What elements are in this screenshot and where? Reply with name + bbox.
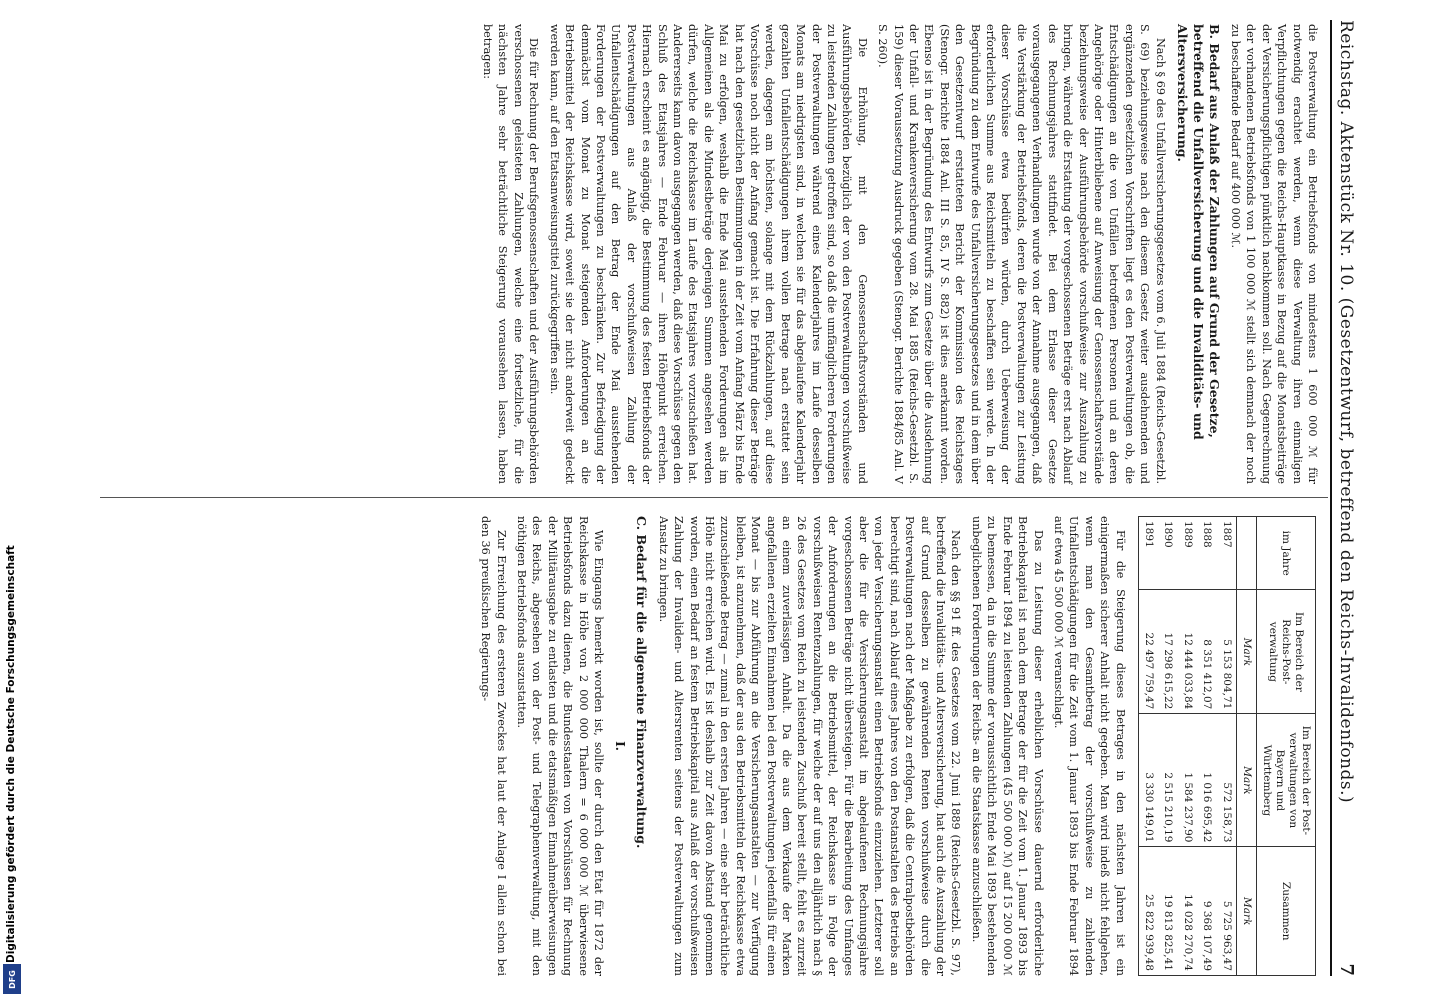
table-header: im Jahre — [1257, 517, 1316, 590]
table-cell: 1888 — [1197, 517, 1216, 590]
left-paragraph: Die Erhöhung, mit den Genossenschaftsvorständen und Ausführungsbehörden bezüglich der von den Postverwaltungen vorschußweise zu leistenden Zahlungen getroffen sind, so daß die umfänglicheren Forderungen der Postverwaltungen während eines Kalenderjahres im Laufe desselben Monats am niedrigsten sind, in welchen sie für das abgelaufene Kalenderjahr gezahlten Unfallentschädigungen ihrem vollen Betrage nach erstattet sein werden, dagegen am höchsten, solange mit dem Rückzahlungen, auf diese Vorschüsse noch nicht der Anfang gemacht ist. Die Erfahrung dieser Beträge hat nach den gesetzlichen Bestimmungen in der Zeit vom Anfang März bis Ende Mai zu erfolgen, weshalb die Ende Mai ausstehenden Forderungen als im Allgemeinen als die Mindestbeträge derjenigen Summen angesehen werden dürfen, welche die Reichskasse im Laufe des Etatsjahres vorzuschießen hat. Andererseits kann davon ausgegangen werden, daß diese Vorschüsse gegen den Schluß des Etatsjahres — Ende Februar — ihren Höhepunkt erreichen. Hiernach erscheint es angängig, die Bestimmung des festen Betriebsfonds der Postverwaltungen aus Anlaß der vorschußweisen Zahlung der Unfallentschädigungen auf den Betrag der Ende Mai ausstehenden Forderungen der Postverwaltungen zu beschränken. Zur Befriedigung der demnächst vom Monat zu Monat steigenden Anforderungen an die Betriebsmittel der Reichskasse wird, soweit sie der nicht anderweit gedeckt werden kann, auf den Etatsanweisungstitel zurückgegriffen sein. — [547, 24, 869, 484]
page-number: 7 — [1336, 963, 1357, 976]
table-cell: 19 813 825,41 — [1158, 847, 1177, 976]
table-cell: 22 497 759,47 — [1138, 590, 1158, 714]
right-paragraph: Das zu Leistung dieser erheblichen Vorschüsse dauernd erforderliche Betriebskapital ist nach dem Betrage der für die Zeit vom 1. Januar 1893 bis Ende Februar 1894 zu leistenden Zahlungen (45 500 000 ℳ) auf 15 200 000 ℳ zu bemessen, da in die Summe der voraussichtlich Ende Mai 1893 bestehenden unbeglichenen Forderungen der Reichs- an die Staatskasse anzuschließen. — [969, 516, 1045, 976]
table-row — [1138, 517, 1158, 976]
table-cell: 5 153 804,71 — [1216, 590, 1236, 714]
header-rule — [1330, 20, 1332, 976]
table-cell: 17 298 615,22 — [1158, 590, 1177, 714]
table-cell: 1890 — [1158, 517, 1177, 590]
table-cell: 5 725 963,47 — [1216, 847, 1236, 976]
digitization-sidebar — [2, 100, 24, 980]
table-cell: 1 584 237,90 — [1177, 714, 1196, 847]
table-cell: 1889 — [1177, 517, 1196, 590]
table-header: Im Bereich der Post- verwaltungen von Bayern und Württemberg — [1257, 714, 1316, 847]
left-paragraph: Nach § 69 des Unfallversicherungsgesetzes vom 6. Juli 1884 (Reichs-Gesetzbl. S. 69) beziehungsweise nach den diesem Gesetz weiter ausdehnenden und ergänzenden gesetzlichen Vorschriften liegt es den Postverwaltungen ob, die Entschädigungen an die von Unfällen betroffenen Personen und an deren Angehörige oder Hinterbliebene auf Anweisung der Genossenschaftsvorstände beziehungsweise der Ausführungsbehörde vorschußweise zur Auszahlung zu bringen, während die Erstattung der vorgeschossenen Beträge erst nach Ablauf des Rechnungsjahres stattfindet. Bei dem Erlasse dieser Gesetze vorausgegangenen Verhandlungen wurde von der Annahme ausgegangen, daß die Verstärkung der Betriebsfonds, deren die Postverwaltungen zur Leistung dieser Vorschüsse etwa bedürfen würden, durch Ueberweisung der erforderlichen Summe aus Reichsmitteln zu beschaffen sein werde. In der Begründung zu dem Entwurfe des Unfallversicherungsgesetzes und in dem über den Gesetzentwurf erstatteten Bericht der Kommission des Reichstages (Stenogr. Berichte 1884 Anl. III S. 85, IV S. 882) ist dies anerkannt worden. Ebenso ist in der Begründung des Entwurfs zum Gesetze über die Ausdehnung der Unfall- und Krankenversicherung vom 28. Mai 1885 (Reichs-Gesetzbl. S. 159) dieser Voraussetzung Ausdruck gegeben (Stenogr. Berichte 1884/85 Anl. V S. 260). — [876, 24, 1167, 484]
intro-paragraph: die Postverwaltung ein Betriebsfonds von mindestens 1 600 000 ℳ für notwendig erachtet werden, wenn diese Verwaltung ihren einmaligen Verpflichtungen gegen die Reichs-Hauptkasse in Bezug auf die Monatsbeiträge der Versicherungspflichtigen pünktlich nachkommen soll. Nach Gegenrechnung der vorhandenen Betriebsfonds von 1 100 000 ℳ stellt sich demnach der noch zu beschaffende Bedarf auf 400 000 ℳ. — [1228, 24, 1319, 484]
digitization-credit: Digitalisierung gefördert durch die Deutsche Forschungsgemeinschaft — [5, 545, 17, 963]
left-paragraph: Die für Rechnung der Berufsgenossenschaften und der Ausführungsbehörden verschossenen geleisteten Zahlungen, welche eine fortsetzliche, für die nächsten Jahre sehr beträchtliche Steigerung voraussehen lassen, haben betragen: — [481, 24, 541, 484]
table-cell: 3 330 149,01 — [1138, 714, 1158, 847]
table-header: Im Bereich der Reichs-Post- verwaltung — [1257, 590, 1316, 714]
table-cell: 1891 — [1138, 517, 1158, 590]
section-b-heading: B. Bedarf aus Anlaß der Zahlungen auf Grund der Gesetze, betreffend die Unfallversicherung und die Invaliditäts- und Altersversicherung. — [1174, 24, 1222, 440]
table-row — [1158, 517, 1177, 976]
right-paragraph: Wie Eingangs bemerkt worden ist, sollte der durch den Etat für 1872 der Reichskasse in Höhe von 2 000 000 Thalern = 6 000 000 ℳ überwiesene Betriebsfonds dazu dienen, die Bundesstaaten von Vorschüssen für Rechnung der Militärausgabe zu entlasten und die etatsmäßigen Einnahmeüberweisungen des Reichs, abgesehen von der Post- und Telegraphenverwaltung, mit den nöthigen Betriebsfonds auszustatten. — [514, 516, 605, 976]
table-row — [1197, 517, 1216, 976]
running-head: Reichstag. Aktenstück Nr. 10. (Gesetzentwurf, betreffend den Reichs-Invalidenfonds.) — [1336, 20, 1356, 804]
scanned-page — [80, 0, 1380, 1000]
right-paragraph: Nach den §§ 91 ff. des Gesetzes vom 22. Juni 1889 (Reichs-Gesetzbl. S. 97), betreffend die Invaliditäts- und Altersversicherung, hat auch die Auszahlung der auf Grund desselben zu gewährenden Renten vorschußweise durch die Postverwaltungen nach der Maßgabe zu erfolgen, daß die Centralpostbehörden berechtigt sind, nach Ablauf eines Jahres von den Postanstalten des Betriebs an von jeder Versicherungsanstalt einen Betriebsfonds einzuziehen. Letzterer soll aber die für die Versicherungsanstalt im abgelaufenen Rechnungsjahre vorgeschossenen Beträge nicht übersteigen. Für die Bearbeitung des Umfanges der Anforderungen an die Betriebsmittel, der Reichskasse in Folge der vorschußweisen Rentenzahlungen, für welche der auf uns den alljährlich nach § 26 des Gesetzes vom Reich zu leistenden Zuschuß bereit stellt, fehlt es zurzeit an einem zuverlässigen Anhalt. Da die aus dem Verkaufe der Marken angefallenen erzielten Einnahmen bei den Postverwaltungen jedenfalls für einen Monat — bis zur Abführung an die Versicherungsanstalten — zur Verfügung bleiben, ist anzunehmen, daß der aus den Betriebsmitteln der Reichskasse etwa zuzuschießende Betrag — zumal in den ersten Jahren — eine sehr beträchtliche Höhe nicht erreichen wird. Es ist deshalb zur Zeit davon Abstand genommen worden, einen Bedarf an festem Betriebskapital aus Anlaß der vorschußweisen Zahlung der Invaliden- und Altersrenten seitens der Postverwaltungen zum Ansatz zu bringen. — [656, 516, 963, 976]
section-c-number: I. — [613, 741, 628, 751]
right-column — [473, 516, 1320, 976]
table-row — [1177, 517, 1196, 976]
table-cell: 12 444 033,84 — [1177, 590, 1196, 714]
payments-table — [1138, 516, 1316, 976]
table-cell: 14 028 270,74 — [1177, 847, 1196, 976]
column-divider — [100, 497, 1328, 498]
dfg-logo-text: DFG — [7, 969, 17, 989]
table-unit-row — [1236, 517, 1256, 976]
page-header — [1336, 20, 1366, 976]
table-row — [1216, 517, 1236, 976]
table-cell: 1887 — [1216, 517, 1236, 590]
table-cell: 1 016 695,42 — [1197, 714, 1216, 847]
table-cell: 8 351 412,07 — [1197, 590, 1216, 714]
section-c-heading: C. Bedarf für die allgemeine Finanzverwaltung. — [634, 516, 650, 849]
table-cell: 2 515 210,19 — [1158, 714, 1177, 847]
table-cell: Mark — [1236, 714, 1256, 847]
dfg-logo — [3, 964, 21, 994]
right-paragraph: Für die Steigerung dieses Betrages in den nächsten Jahren ist ein einigermaßen sicherer Anhalt nicht gegeben. Man wird indeß nicht fehlgehen, wenn man den Gesamtbetrag der vorschußweise zu zahlenden Unfallentschädigungen für die Zeit vom 1. Januar 1893 bis Ende Februar 1894 auf etwa 45 500 000 ℳ veranschlagt. — [1051, 516, 1127, 976]
table-header: Zusammen — [1257, 847, 1316, 976]
left-column — [475, 24, 1320, 484]
table-header-row — [1257, 517, 1316, 976]
table-cell: Mark — [1236, 847, 1256, 976]
right-paragraph: Zur Erreichung des ersteren Zweckes hat laut der Anlage I allein schon bei den 36 preußischen Regierungs- — [479, 516, 508, 976]
table-cell: 9 368 107,49 — [1197, 847, 1216, 976]
table-cell — [1236, 517, 1256, 590]
table-cell: 572 158,73 — [1216, 714, 1236, 847]
table-cell: 25 822 939,48 — [1138, 847, 1158, 976]
table-cell: Mark — [1236, 590, 1256, 714]
